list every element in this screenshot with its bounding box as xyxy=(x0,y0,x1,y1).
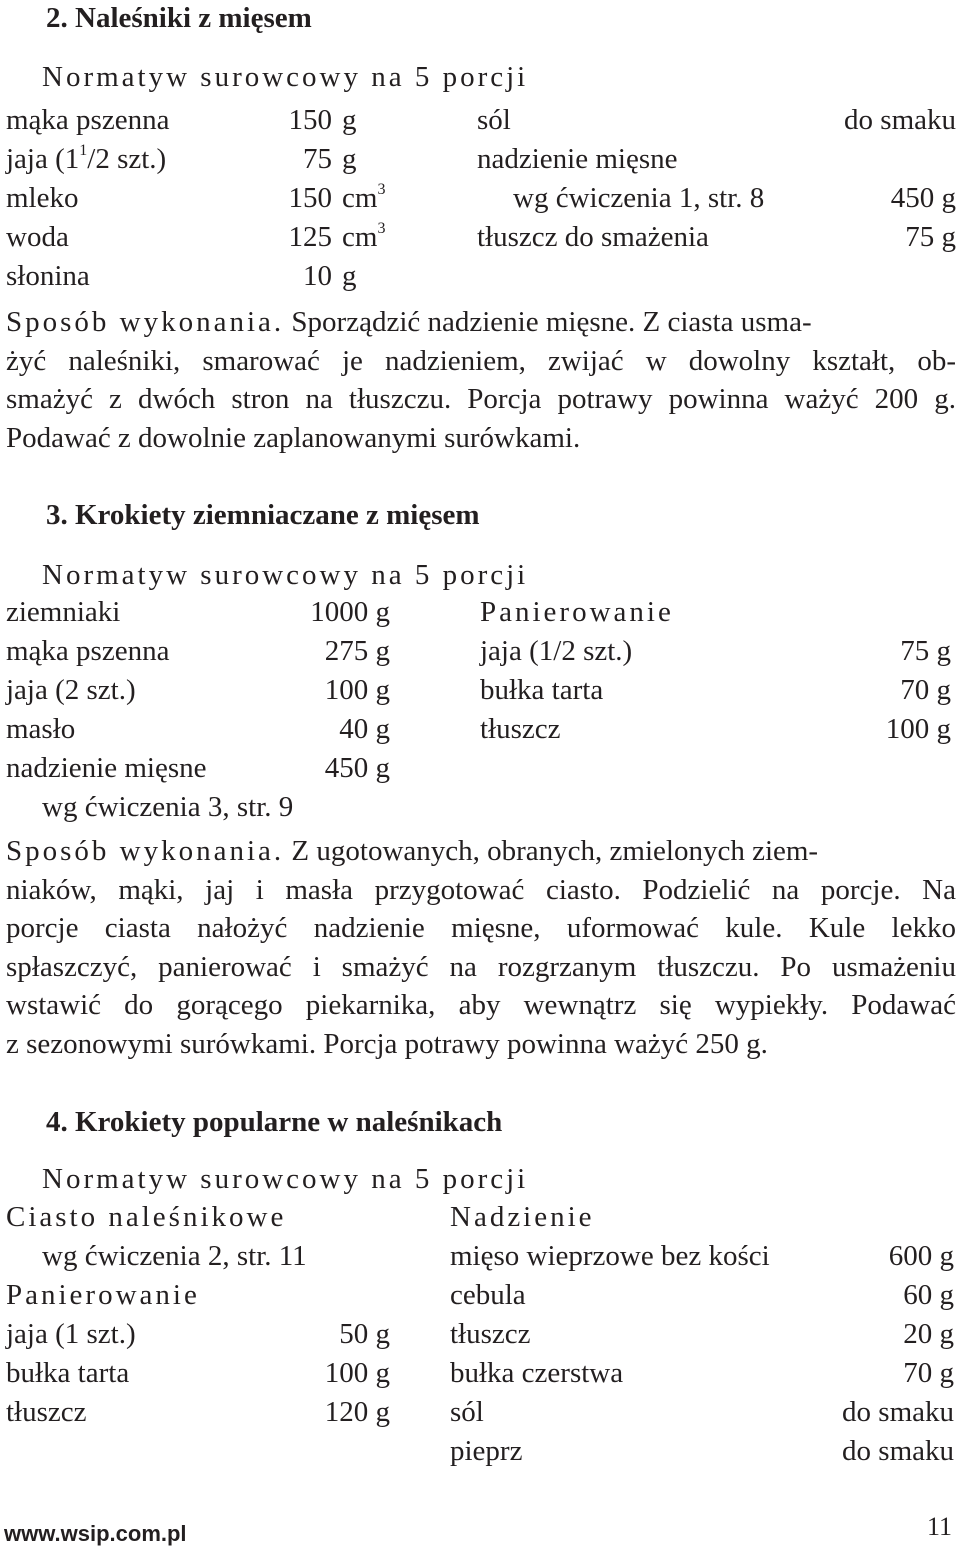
subheading-nadzienie: Nadzienie xyxy=(450,1201,595,1233)
ingredient-unit: $cm^3$ xyxy=(342,181,386,214)
method-label: Sposób wykonania. xyxy=(6,835,285,867)
ingredient-qty: do smaku xyxy=(842,1396,954,1428)
ingredient-qty: 10 xyxy=(303,260,332,292)
ingredient-name: jaja ($1^1/2$ szt.) xyxy=(6,142,167,175)
normatyw-heading-3: Normatyw surowcowy na 5 porcji xyxy=(42,559,529,591)
recipe-title-2: 2. Naleśniki z mięsem xyxy=(46,2,312,34)
ingredient-name: mleko xyxy=(6,182,79,214)
ingredient-row xyxy=(6,671,956,710)
ingredient-name: wg ćwiczenia 1, str. 8 xyxy=(513,182,765,214)
ingredient-row xyxy=(6,140,956,179)
method-paragraph-2 xyxy=(6,303,956,457)
ingredient-unit: g xyxy=(342,104,357,136)
recipe-title-3: 3. Krokiety ziemniaczane z mięsem xyxy=(46,499,480,531)
ingredient-qty: 75 xyxy=(303,143,332,175)
subheading-ciasto: Ciasto naleśnikowe xyxy=(6,1201,287,1233)
method-line: Sposób wykonania. Z ugotowanych, obranych, zmielonych ziem- xyxy=(6,835,819,867)
ingredient-row xyxy=(6,1393,956,1432)
normatyw-heading-4: Normatyw surowcowy na 5 porcji xyxy=(42,1163,529,1195)
method-line: wstawić do gorącego piekarnika, aby wewnątrz się wypiekły. Podawać xyxy=(6,989,956,1021)
ingredient-name: słonina xyxy=(6,260,90,292)
ingredient-qty: 50 g xyxy=(339,1318,390,1350)
ingredient-name: mąka pszenna xyxy=(6,635,170,667)
ingredient-name: bułka czerstwa xyxy=(450,1357,624,1389)
ingredient-qty: 275 g xyxy=(324,635,390,667)
ingredient-name: woda xyxy=(6,221,69,253)
footer-url-link[interactable]: www.wsip.com.pl xyxy=(4,1521,187,1546)
method-line: smażyć z dwóch stron na tłuszczu. Porcja potrawy powinna ważyć 200 g. xyxy=(6,383,956,415)
ingredient-name: sól xyxy=(450,1396,484,1428)
ingredient-name: ziemniaki xyxy=(6,596,121,628)
subheading-panierowanie: Panierowanie xyxy=(6,1279,200,1311)
ingredient-name: mięso wieprzowe bez kości xyxy=(450,1240,770,1272)
ingredient-name: cebula xyxy=(450,1279,526,1311)
ingredient-qty: 100 g xyxy=(324,674,390,706)
ingredient-name: tłuszcz xyxy=(480,713,561,745)
ingredient-qty: 120 g xyxy=(324,1396,390,1428)
page-number: 11 xyxy=(926,1512,952,1541)
ingredient-name: mąka pszenna xyxy=(6,104,170,136)
ingredient-qty: 70 g xyxy=(900,674,951,706)
ingredient-row xyxy=(6,1276,956,1315)
ingredient-row xyxy=(6,1354,956,1393)
ingredient-qty: 20 g xyxy=(903,1318,954,1350)
ingredient-name: sól xyxy=(477,104,511,136)
ingredient-qty: do smaku xyxy=(842,1435,954,1467)
ingredient-qty: 1000 g xyxy=(310,596,390,628)
ingredient-row xyxy=(6,1237,956,1276)
ingredient-qty: 75 g xyxy=(905,221,956,253)
method-label: Sposób wykonania. xyxy=(6,306,285,338)
ingredient-qty: 75 g xyxy=(900,635,951,667)
ingredient-row xyxy=(6,788,956,827)
ingredient-qty: do smaku xyxy=(844,104,956,136)
method-line: żyć naleśniki, smarować je nadzieniem, zwijać w dowolny kształt, ob- xyxy=(6,344,956,377)
ingredient-name: nadzienie mięsne xyxy=(6,752,207,784)
ingredient-qty: 450 g xyxy=(324,752,390,784)
ingredient-unit: $cm^3$ xyxy=(342,220,386,253)
ingredient-row xyxy=(6,218,956,257)
ingredient-qty: 150 xyxy=(288,104,332,136)
ingredient-qty: 125 xyxy=(288,221,332,253)
ingredient-qty: 450 g xyxy=(890,182,956,214)
method-line: Sposób wykonania. Sporządzić nadzienie mięsne. Z ciasta usma- xyxy=(6,306,812,338)
ingredient-row xyxy=(6,101,956,140)
ingredient-unit: g xyxy=(342,260,357,292)
ingredient-reference: wg ćwiczenia 3, str. 9 xyxy=(42,791,294,823)
ingredient-name: jaja (2 szt.) xyxy=(6,674,136,706)
ingredient-name: pieprz xyxy=(450,1435,523,1467)
ingredient-row xyxy=(6,1198,956,1237)
normatyw-heading-2: Normatyw surowcowy na 5 porcji xyxy=(42,61,529,93)
ingredient-row xyxy=(6,593,956,632)
ingredient-row xyxy=(6,710,956,749)
method-line: spłaszczyć, panierować i smażyć na rozgrzanym tłuszczu. Po usmażeniu xyxy=(6,950,956,983)
ingredient-qty: 70 g xyxy=(903,1357,954,1389)
method-paragraph-3 xyxy=(6,832,956,1063)
ingredient-name: nadzienie mięsne xyxy=(477,143,678,175)
ingredient-row xyxy=(6,749,956,788)
ingredient-qty: 100 g xyxy=(324,1357,390,1389)
ingredient-reference: wg ćwiczenia 2, str. 11 xyxy=(42,1240,307,1272)
ingredient-name: bułka tarta xyxy=(6,1357,130,1389)
ingredient-name: tłuszcz xyxy=(450,1318,531,1350)
method-line: z sezonowymi surówkami. Porcja potrawy powinna ważyć 250 g. xyxy=(6,1027,768,1060)
method-line: Podawać z dowolnie zaplanowanymi surówkami. xyxy=(6,421,581,454)
ingredient-qty: 60 g xyxy=(903,1279,954,1311)
ingredient-name: masło xyxy=(6,713,76,745)
ingredient-qty: 100 g xyxy=(885,713,951,745)
ingredient-name: jaja (1 szt.) xyxy=(6,1318,136,1350)
ingredient-unit: g xyxy=(342,143,357,175)
ingredient-row xyxy=(6,179,956,218)
ingredient-qty: 40 g xyxy=(339,713,390,745)
ingredient-qty: 600 g xyxy=(888,1240,954,1272)
ingredient-row xyxy=(6,1315,956,1354)
ingredient-row xyxy=(6,257,956,296)
method-line: porcje ciasta nałożyć nadzienie mięsne, uformować kule. Kule lekko xyxy=(6,912,956,944)
ingredient-name: tłuszcz do smażenia xyxy=(477,221,709,253)
method-line: niaków, mąki, jaj i masła przygotować ciasto. Podzielić na porcje. Na xyxy=(6,873,956,906)
ingredient-name: tłuszcz xyxy=(6,1396,87,1428)
ingredient-name: bułka tarta xyxy=(480,674,604,706)
ingredient-name: jaja (1/2 szt.) xyxy=(480,635,633,667)
subheading-panierowanie: Panierowanie xyxy=(480,596,674,628)
recipe-title-4: 4. Krokiety popularne w naleśnikach xyxy=(46,1106,503,1138)
ingredient-row xyxy=(6,1432,956,1471)
ingredient-row xyxy=(6,632,956,671)
ingredient-qty: 150 xyxy=(288,182,332,214)
